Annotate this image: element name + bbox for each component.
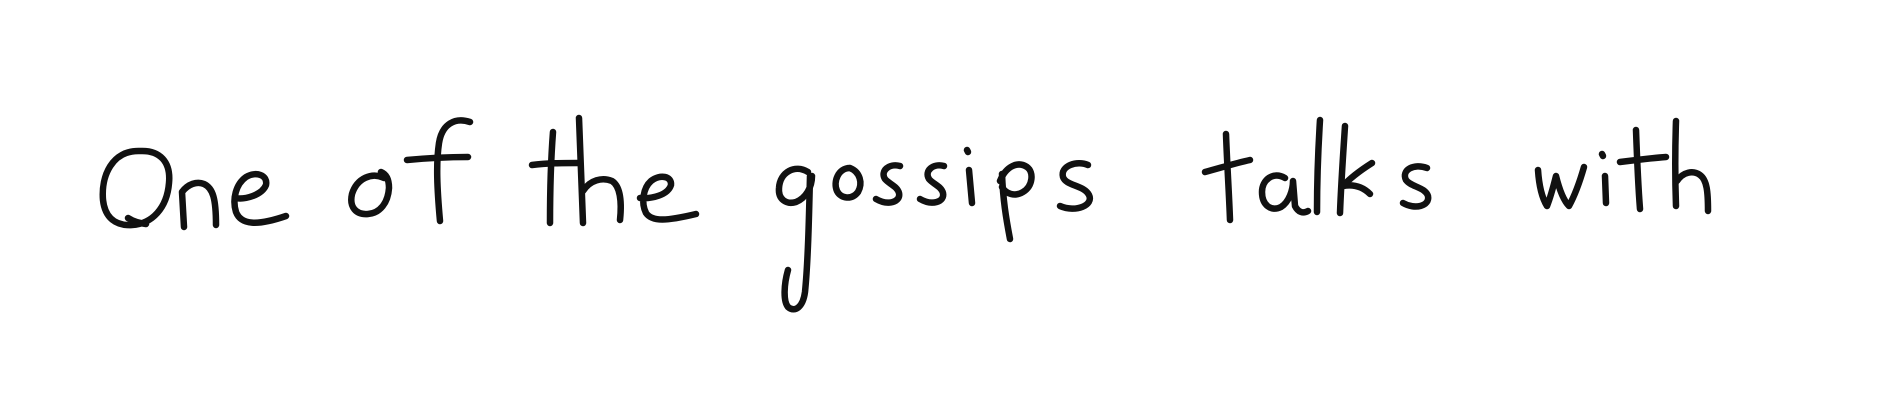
transcribed-word-5 (1210, 120, 1420, 230)
transcribed-word-1 (100, 120, 279, 230)
transcribed-word-3 (540, 120, 684, 230)
transcribed-word-4 (775, 120, 1103, 230)
transcribed-word-6 (1530, 120, 1717, 230)
transcribed-word-2 (345, 120, 430, 230)
